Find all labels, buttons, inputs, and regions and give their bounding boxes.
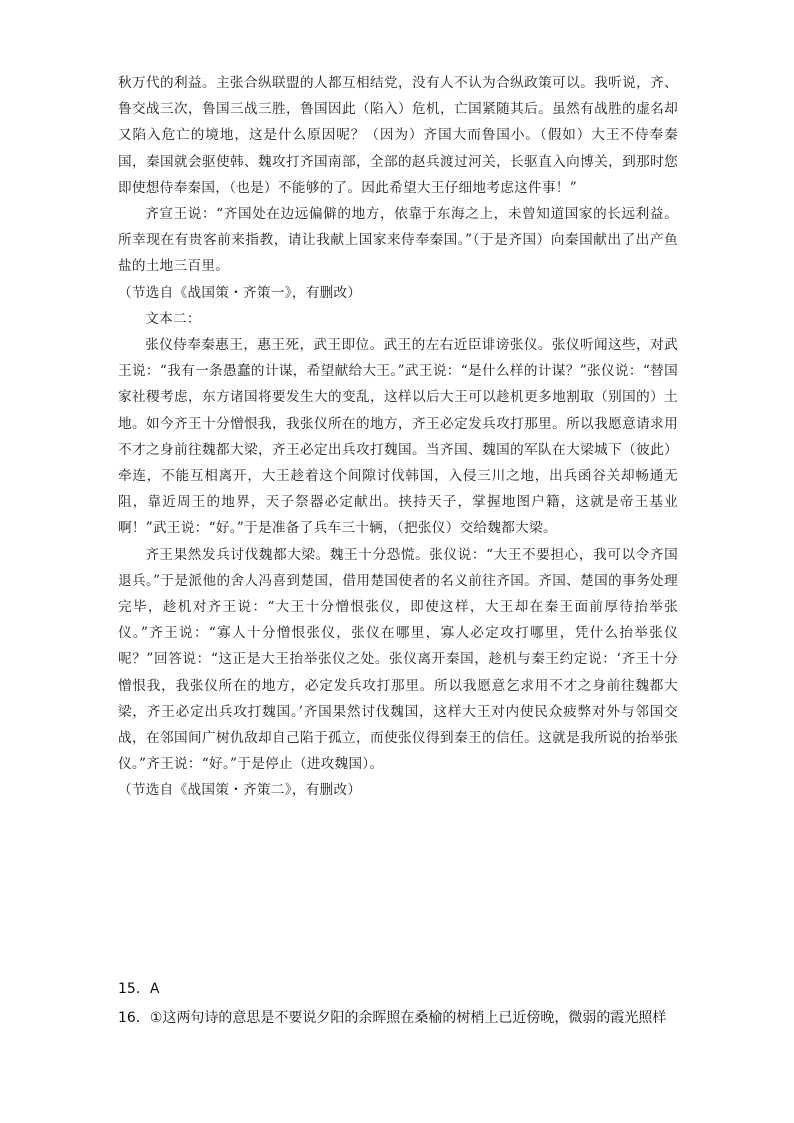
text2-source: （节选自《战国策・齐策二》，有删改） (118, 782, 362, 799)
text1-body (118, 70, 678, 804)
text2-paragraph-1: 张仪侍奉秦惠王，惠王死，武王即位。武王的左右近臣诽谤张仪。张仪听闻这些，对武王说：“我有一条愚蠢的计谋，希望献给大王。”武王说：“是什么样的计谋？”张仪说：“替国家社稷考虑，东方诸国将要发生大的变乱，这样以后大王可以趁机更多地割取（别国的）土地。如今齐王十分憎恨我，我张仪所在的地方，齐王必定发兵攻打那里。所以我愿意请求用不才之身前往魏都大梁，齐王必定出兵攻打魏国。当齐国、魏国的军队在大梁城下（彼此）牵连，不能互相离开，大王趁着这个间隙讨伐韩国，入侵三川之地，出兵函谷关却畅通无阻，靠近周王的地界，天子祭器必定献出。挟持天子，掌握地图户籍，这就是帝王基业啊！”武王说：“好。”于是准备了兵车三十辆，（把张仪）交给魏都大梁。 (118, 337, 678, 537)
answer-16: 16．①这两句诗的意思是不要说夕阳的余晖照在桑榆的树梢上已近傍晚，微弱的霞光照样 (118, 1010, 667, 1026)
text1-paragraph-2: 齐宣王说：“齐国处在边远偏僻的地方，依靠于东海之上，未曾知道国家的长远利益。所幸现在有贵客前来指教，请让我献上国家来侍奉秦国。”（于是齐国）向秦国献出了出产鱼盐的土地三百里。 (118, 206, 678, 275)
text2-paragraph-2: 齐王果然发兵讨伐魏都大梁。魏王十分恐慌。张仪说：“大王不要担心，我可以令齐国退兵。”于是派他的舍人冯喜到楚国，借用楚国使者的名义前往齐国。齐国、楚国的事务处理完毕，趁机对齐王说：“大王十分憎恨张仪，即使这样，大王却在秦王面前厚待抬举张仪。”齐王说：“寡人十分憎恨张仪，张仪在哪里，寡人必定攻打哪里，凭什么抬举张仪呢？”回答说：“这正是大王抬举张仪之处。张仪离开秦国，趁机与秦王约定说：‘齐王十分憎恨我，我张仪所在的地方，必定发兵攻打那里。所以我愿意乞求用不才之身前往魏都大梁，齐王必定出兵攻打魏国。’齐国果然讨伐魏国，这样大王对内使民众疲弊对外与邻国交战，在邻国间广树仇敌却自己陷于孤立，而使张仪得到秦王的信任。这就是我所说的抬举张仪。”齐王说：“好。”于是停止（进攻魏国）。 (118, 546, 678, 773)
text1-paragraph-1: 秋万代的利益。主张合纵联盟的人都互相结党，没有人不认为合纵政策可以。我听说，齐、鲁交战三次，鲁国三战三胜，鲁国因此（陷入）危机，亡国紧随其后。虽然有战胜的虚名却又陷入危亡的境地，这是什么原因呢？（因为）齐国大而鲁国小。（假如）大王不侍奉秦国，秦国就会驱使韩、魏攻打齐国南部，全部的赵兵渡过河关，长驱直入向博关，到那时您即使想侍奉秦国，（也是）不能够的了。因此希望大王仔细地考虑这件事！” (118, 75, 678, 196)
text1-source: （节选自《战国策・齐策一》，有删改） (118, 284, 362, 301)
text2-label: 文本二： (145, 310, 201, 327)
answer-15: 15．A (118, 981, 160, 997)
